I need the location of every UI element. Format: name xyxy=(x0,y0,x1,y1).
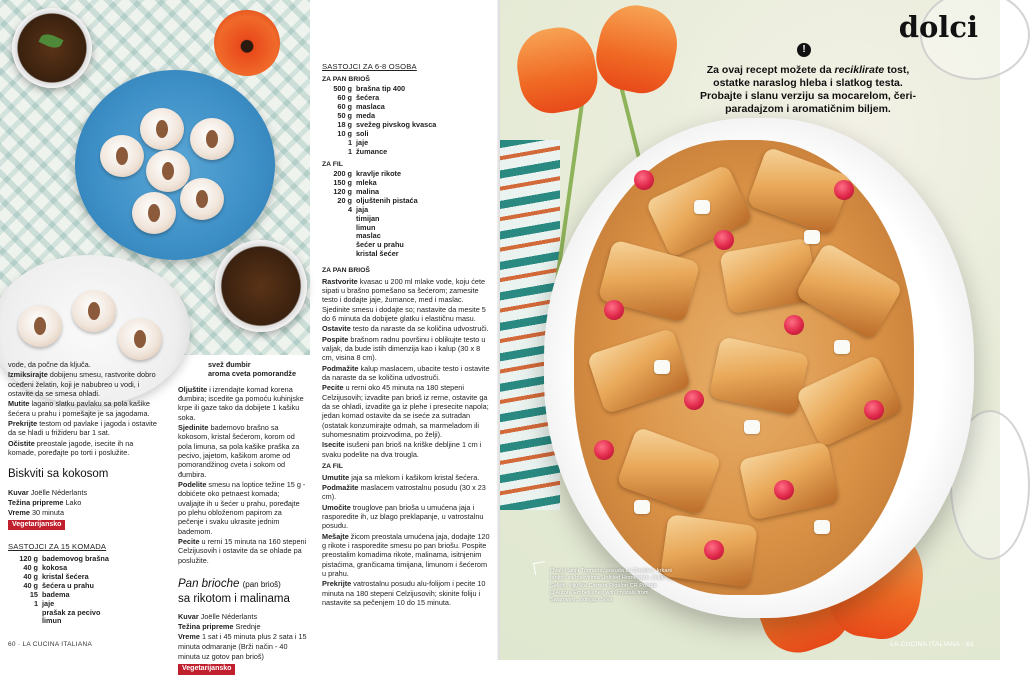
brioche-slice xyxy=(719,238,818,315)
credit-arrow-icon xyxy=(533,561,547,575)
ingredient-quantity: 1 xyxy=(347,146,352,156)
ricotta-piece xyxy=(814,520,830,534)
ingredients-heading: SASTOJCI ZA 6-8 OSOBA xyxy=(322,62,417,71)
ingredient-name: jaja xyxy=(356,204,369,214)
ingredient-quantity xyxy=(322,215,352,224)
ingredient-list xyxy=(322,85,492,156)
method-group-head: ZA FIL xyxy=(322,463,343,471)
ingredient-name: šećera u prahu xyxy=(42,580,94,590)
step-verb: Pecite xyxy=(178,536,200,546)
tip-text: Za ovaj recept možete da reciklirate tost, ostatke naraslog hleba i slatkog testa. Probajte i slanu verziju sa mocarelom, čeri-paradajzom i aromatičnim biljem. xyxy=(700,64,916,116)
recipe-title-pan-brioche: Pan brioche (pan brioš) sa rikotom i malinama xyxy=(178,577,290,605)
left-page xyxy=(0,0,500,672)
method-step xyxy=(322,383,492,439)
tea-cup-bottom xyxy=(215,240,307,332)
step-verb: Rastvorite xyxy=(322,276,358,286)
ingredient-name: kokosa xyxy=(42,563,68,573)
step-text: i izrendajte komad korena đumbira; iscedite ga pomoću kuhinjske krpe ili gaze tako da dobijete 1 kašiku soka. xyxy=(178,384,304,422)
ingredient-name: maslaca xyxy=(356,102,385,112)
ingredient-quantity: 150 g xyxy=(333,178,352,188)
step-verb: Podelite xyxy=(178,479,207,489)
ingredient-list xyxy=(8,555,163,626)
recipe-title-biskviti: Biskviti sa kokosom xyxy=(8,468,109,481)
ingredients-heading: SASTOJCI ZA 15 KOMADA xyxy=(8,542,107,552)
step-text: preostale jagode, isecite ih na komade, poređajte po torti i poslužite. xyxy=(8,438,134,457)
step-verb: Pecite xyxy=(322,383,344,393)
page-folio-left: 60 · LA CUCINA ITALIANA xyxy=(8,641,93,648)
raspberry xyxy=(604,300,624,320)
step-verb: Prekrijte xyxy=(8,418,38,428)
step-verb: Izmiksirajte xyxy=(8,370,48,380)
extra-ingredients xyxy=(208,360,308,379)
method-group-head: ZA PAN BRIOŠ xyxy=(322,267,370,275)
ingredient-name: badema xyxy=(42,589,70,599)
step-verb: Umočite xyxy=(322,502,351,512)
ingredient-name: bademovog brašna xyxy=(42,554,109,564)
ingredient-name: šećer u prahu xyxy=(356,240,404,250)
tea-cup-top xyxy=(12,8,92,88)
method-step xyxy=(322,473,492,482)
brioche-slice xyxy=(616,426,722,515)
section-title: dolci xyxy=(898,10,978,44)
step-text: isušeni pan brioš na kriške debljine 1 cm i svaku podelite na dva trougla. xyxy=(322,440,482,459)
text-column-2 xyxy=(178,360,308,681)
method-step xyxy=(322,364,492,383)
raspberry xyxy=(864,400,884,420)
brioche-bake xyxy=(574,140,914,595)
step-verb: Ostavite xyxy=(322,324,351,334)
method-steps xyxy=(178,385,308,565)
step-text: trouglove pan brioša u umućena jaja i rasporedite ih, uz blago preklapanje, u vatrostalnu posudu. xyxy=(322,502,484,531)
step-verb: Mutite xyxy=(8,399,30,409)
ingredient-quantity: 18 g xyxy=(337,119,352,129)
ingredient-name: malina xyxy=(356,187,380,196)
text-column-1 xyxy=(8,360,163,626)
ingredient-quantity: 15 xyxy=(29,589,38,599)
red-flower xyxy=(214,10,280,76)
coconut-cookie xyxy=(18,305,62,347)
method-step xyxy=(178,423,308,479)
method-step xyxy=(322,483,492,502)
method-step xyxy=(322,335,492,363)
step-verb: Prekrijte xyxy=(322,579,352,589)
method-step xyxy=(322,532,492,579)
raspberry xyxy=(834,180,854,200)
ingredient-quantity: 120 g xyxy=(333,187,352,196)
ingredient-name: timijan xyxy=(356,213,380,223)
ingredient-name: šećera xyxy=(356,93,380,103)
orange-tulip xyxy=(511,22,602,118)
raspberry xyxy=(634,170,654,190)
ingredient-group-head: ZA PAN BRIOŠ xyxy=(322,75,370,83)
ingredient-quantity xyxy=(322,232,352,241)
ingredient-quantity: 200 g xyxy=(333,169,352,179)
step-verb: Pospite xyxy=(322,334,349,344)
method-steps xyxy=(322,473,492,608)
brioche-slice xyxy=(709,336,810,415)
coconut-cookie xyxy=(180,178,224,220)
method-step xyxy=(322,503,492,531)
step-text: brašnom radnu površinu i oblikujte testo u valjak, da bude istih dimenzija kao i kalup (30 x 8 cm, visina 8 cm). xyxy=(322,334,486,363)
page-folio-right: LA CUCINA ITALIANA · 61 xyxy=(890,641,974,648)
raspberry xyxy=(684,390,704,410)
right-page xyxy=(500,0,1000,660)
ingredient-quantity xyxy=(322,224,352,233)
ingredient-quantity: 10 g xyxy=(337,128,352,138)
ingredient-quantity: 120 g xyxy=(19,554,38,564)
ingredient-name: meda xyxy=(356,111,376,121)
method-step xyxy=(8,419,163,438)
ingredient-quantity: 40 g xyxy=(23,563,38,573)
ingredient-name: jaje xyxy=(42,598,55,608)
ingredient-name: jaje xyxy=(356,137,369,147)
ingredient-quantity: 60 g xyxy=(337,93,352,103)
ingredient-quantity: 50 g xyxy=(337,111,352,121)
ricotta-piece xyxy=(744,420,760,434)
raspberry xyxy=(784,315,804,335)
step-text: maslacem vatrostalnu posudu (30 x 23 cm). xyxy=(322,483,486,502)
step-verb: Umutite xyxy=(322,472,350,482)
step-text: u rerni 15 minuta na 160 stepeni Celzijusovih i ostavite da se ohlade pa poslužite. xyxy=(178,536,307,565)
method-step xyxy=(322,277,492,324)
method-step xyxy=(178,480,308,536)
ingredient-quantity: 1 xyxy=(347,137,352,147)
step-verb: Podmažite xyxy=(322,483,359,493)
brioche-slice xyxy=(587,328,692,415)
step-text: testom od pavlake i jagoda i ostavite da se hladi u frižideru bar 1 sat. xyxy=(8,418,157,438)
recipe-meta: Kuvar Joëlle Néderlants Težina pripreme Lako Vreme 30 minuta xyxy=(8,488,88,517)
ingredient-quantity: 40 g xyxy=(23,580,38,590)
raspberry xyxy=(704,540,724,560)
vegetarian-badge: Vegetarijansko xyxy=(8,520,65,531)
ricotta-piece xyxy=(694,200,710,214)
exclamation-icon: ! xyxy=(797,43,811,57)
ricotta-piece xyxy=(654,360,670,374)
photo-credit: Ovalni tanjir Tognana, posuda La DoubleJ, krkani tanjirić sa biskvitima Untitled Homeware, šolja Seletti, viljuška Carrera Rigalon CR Posate D’Autore Embellished with crystals from Swarovski, stolnjaci Silva xyxy=(550,568,672,604)
ingredient-name: kristal šećera xyxy=(42,571,89,581)
ingredient-quantity: 500 g xyxy=(333,84,352,94)
method-step xyxy=(322,324,492,333)
step-text: dobijenu smesu, rastvorite dobro oceđeni želatin, koji je nabubreo u vodi, i ostavite da se smesa ohladi. xyxy=(8,370,156,398)
ingredient-name: kristal šećer xyxy=(356,249,399,259)
coconut-cookie xyxy=(118,318,162,360)
orange-tulip xyxy=(590,0,684,99)
step-verb: Isecite xyxy=(322,440,345,450)
method-step xyxy=(8,439,163,458)
ingredient-group-head: ZA FIL xyxy=(322,160,343,168)
brioche-slice xyxy=(795,354,903,448)
ingredient-name: aroma cveta pomorandže xyxy=(208,369,296,379)
coconut-cookie xyxy=(132,192,176,234)
step-text: u rerni oko 45 minuta na 180 stepeni Celzijusovih; izvadite pan brioš iz rerne, ostavite ga da se ohladi, izvadite ga iz plehe i presecite napola; jedan komad ostavite da se iseće za sutradan (ostatak konzumirajte odmah, sa marmeladom ili suhomesnatim proizvodima, po želji). xyxy=(322,383,489,440)
step-text: bademovo brašno sa kokosom, kristal šećerom, korom od pola limuna, sa pola kašike praška za pecivo, jajetom, kašikom arome od pomorandžinog cveta i sokom od đumbira. xyxy=(178,422,300,479)
ricotta-piece xyxy=(804,230,820,244)
method-step xyxy=(178,537,308,565)
ingredient-name: mleka xyxy=(356,178,377,188)
step-text: kvasac u 200 ml mlake vode, koju ćete sipati u brašno pomešano sa šećerom; zamesite testo i dodajte jaje, žumance, med i maslac. Sjedinite smesu i dodajte so; nastavite da mesite 5 do 6 minuta da dobijete glatku i elastičnu masu. xyxy=(322,276,486,324)
ingredient-quantity xyxy=(8,609,38,618)
step-text: testo da naraste da se količina udvostruči. xyxy=(350,324,489,334)
step-verb: Očistite xyxy=(8,438,35,448)
ingredient-quantity: 60 g xyxy=(337,102,352,112)
method-step xyxy=(178,385,308,422)
ingredient-quantity xyxy=(322,241,352,250)
ricotta-piece xyxy=(634,500,650,514)
method-step xyxy=(8,370,163,398)
step-text: žicom preostala umućena jaja, dodajte 120 g rikote i rasporedite smesu po pan briošu. Pospite preostalim komadima rikote, malinama, isitnjenim pistaćima, grančicama timijana, limunom i šećerom u prahu. xyxy=(322,531,490,579)
ingredient-name: svež đumbir xyxy=(208,360,251,369)
ingredient-quantity: 40 g xyxy=(23,571,38,581)
text-column-3 xyxy=(322,62,492,608)
ingredient-name: limun xyxy=(42,616,62,626)
raspberry xyxy=(594,440,614,460)
coconut-cookie xyxy=(140,108,184,150)
coconut-cookie xyxy=(190,118,234,160)
ingredient-name: soli xyxy=(356,128,369,138)
method-steps xyxy=(8,370,163,457)
step-verb: Mešajte xyxy=(322,531,349,541)
ingredient-quantity xyxy=(322,250,352,259)
cookies-photo xyxy=(0,0,310,355)
step-text: kalup maslacem, ubacite testo i ostavite da naraste da se količina udvostruči. xyxy=(322,363,490,383)
ingredient-quantity: 4 xyxy=(347,204,352,214)
ingredient-name: kravlje rikote xyxy=(356,169,402,179)
ingredient-name: brašna tip 400 xyxy=(356,84,406,94)
ingredient-list xyxy=(322,170,492,259)
step-verb: Podmažite xyxy=(322,363,359,373)
step-verb: Sjedinite xyxy=(178,422,209,432)
method-step xyxy=(322,579,492,607)
lead-text: vode, da počne da ključa. xyxy=(8,360,91,369)
recipe-meta: Kuvar Joëlle Néderlants Težina pripreme Srednje Vreme 1 sat i 45 minuta plus 2 sata i 15 minuta odmaranje (Brži način - 40 minuta uz gotov pan brioš) xyxy=(178,612,307,661)
step-verb: Oljuštite xyxy=(178,384,208,394)
method-steps xyxy=(322,277,492,459)
step-text: jaja sa mlekom i kašikom kristal šećera. xyxy=(349,472,480,482)
ingredient-quantity: 1 xyxy=(33,598,38,608)
ingredient-name: maslac xyxy=(356,231,381,241)
ingredient-name: svežeg pivskog kvasca xyxy=(356,119,437,129)
step-text: vatrostalnu posudu alu-folijom i pecite 10 minuta na 180 stepeni Celzijusovih; skinite foliju i nastavite sa pečenjem 10 do 15 minuta. xyxy=(322,579,486,607)
ingredient-quantity: 20 g xyxy=(337,195,352,205)
vegetarian-badge: Vegetarijansko xyxy=(178,664,235,675)
coconut-cookie xyxy=(72,290,116,332)
step-text: lagano slatku pavlaku sa pola kašike šećera u prahu i pomešajte je sa jagodama. xyxy=(8,399,150,418)
raspberry xyxy=(714,230,734,250)
ingredient-name: oljuštenih pistaća xyxy=(356,195,418,205)
method-step xyxy=(322,440,492,459)
ingredient-name: prašak za pecivo xyxy=(42,607,101,617)
ingredient-name: žumance xyxy=(356,146,388,156)
ingredient-name: limun xyxy=(356,222,376,232)
ricotta-piece xyxy=(834,340,850,354)
step-text: smesu na loptice težine 15 g - dobićete oko petnaest komada; uvaljajte ih u šećer u prahu, poređajte po plehu obloženom papirom za pečenje i svaku ukrasite jednim bademom. xyxy=(178,479,306,536)
coconut-cookie xyxy=(100,135,144,177)
ingredient-quantity xyxy=(8,617,38,626)
raspberry xyxy=(774,480,794,500)
method-step xyxy=(8,399,163,418)
